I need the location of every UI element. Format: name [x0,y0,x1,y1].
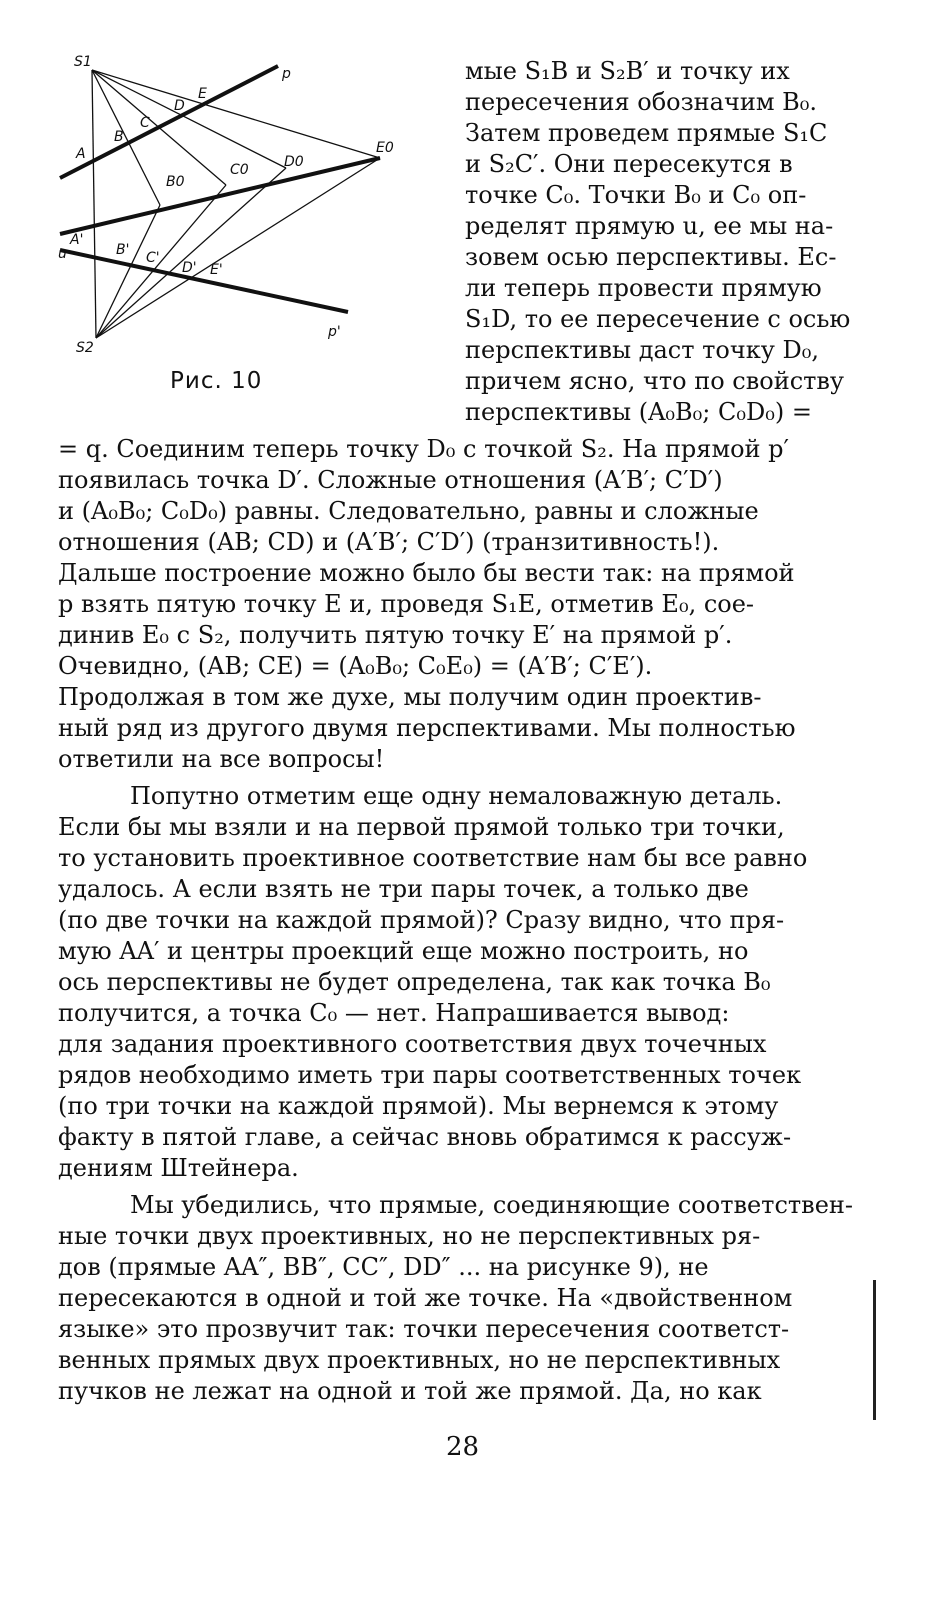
text-line: удалось. А если взять не три пары точек, а только две [58,875,749,903]
label-d0: D0 [284,154,304,170]
text-line: факту в пятой главе, а сейчас вновь обратимся к рассуж- [58,1123,792,1151]
main-text [58,434,876,1407]
label-p: p [282,66,291,82]
text-line: языке» это прозвучит так: точки пересечения соответст- [58,1315,790,1343]
text-line: перспективы даст точку D₀, [465,336,819,364]
perspective-diagram [40,40,420,370]
text-line: (по две точки на каждой прямой)? Сразу видно, что пря- [58,906,785,934]
text-line: отношения (AB; CD) и (A′B′; C′D′) (транзитивность!). [58,528,720,556]
label-s2: S2 [76,340,94,356]
text-line: мые S₁B и S₂B′ и точку их [465,57,790,85]
label-e-prime: E' [210,262,223,278]
label-s1: S1 [74,54,92,70]
text-line: Попутно отметим еще одну немаловажную деталь. [130,782,783,810]
text-line: дениям Штейнера. [58,1154,299,1182]
line-p-prime [60,250,348,312]
text-line: и (A₀B₀; C₀D₀) равны. Следовательно, равны и сложные [58,497,759,525]
text-line: перспективы (A₀B₀; C₀D₀) = [465,398,812,426]
text-line: Дальше построение можно было бы вести так: на прямой [58,559,795,587]
text-line: дов (прямые AA″, BB″, CC″, DD″ ... на рисунке 9), не [58,1253,709,1281]
label-b-prime: B' [116,242,130,258]
text-line: ределят прямую u, ее мы на- [465,212,834,240]
label-d-prime: D' [182,260,197,276]
text-line: S₁D, то ее пересечение с осью [465,305,851,333]
paragraph [58,781,876,1184]
text-line: пучков не лежат на одной и той же прямой. Да, но как [58,1377,762,1405]
label-b: B [114,129,124,145]
text-line: ный ряд из другого двумя перспективами. Мы полностью [58,714,796,742]
label-d: D [174,98,185,114]
text-line: зовем осью перспективы. Ес- [465,243,837,271]
text-line: = q. Соединим теперь точку D₀ с точкой S₂. На прямой p′ [58,435,789,463]
text-line: для задания проективного соответствия двух точечных [58,1030,767,1058]
side-text-column [465,56,875,428]
label-e: E [198,86,207,102]
label-a: A [76,146,86,162]
line-u [60,158,380,234]
text-line: рядов необходимо иметь три пары соответственных точек [58,1061,802,1089]
page-edge-mark [873,1280,876,1420]
text-line: динив E₀ с S₂, получить пятую точку E′ на прямой p′. [58,621,733,649]
text-line: венных прямых двух проективных, но не перспективных [58,1346,781,1374]
text-line: Продолжая в том же духе, мы получим один проектив- [58,683,762,711]
text-line: причем ясно, что по свойству [465,367,845,395]
text-line: ось перспективы не будет определена, так как точка B₀ [58,968,771,996]
page-number: 28 [446,1432,480,1462]
text-line: Затем проведем прямые S₁C [465,119,828,147]
text-line: Мы убедились, что прямые, соединяющие соответствен- [130,1191,853,1219]
figure-10 [40,40,420,370]
label-c: C [140,115,150,131]
label-p-prime: p' [328,324,341,340]
paragraph [58,1190,876,1407]
text-line: пересечения обозначим B₀. [465,88,818,116]
text-line: мую AA′ и центры проекций еще можно построить, но [58,937,749,965]
text-line: получится, а точка C₀ — нет. Напрашивается вывод: [58,999,730,1027]
label-b0: B0 [166,174,185,190]
label-e0: E0 [376,140,394,156]
text-line: Если бы мы взяли и на первой прямой только три точки, [58,813,785,841]
paragraph [58,434,876,775]
text-line: ли теперь провести прямую [465,274,822,302]
text-line: Очевидно, (AB; CE) = (A₀B₀; C₀E₀) = (A′B′; C′E′). [58,652,653,680]
text-line: p взять пятую точку E и, проведя S₁E, отметив E₀, сое- [58,590,755,618]
label-c-prime: C' [146,250,160,266]
label-a-prime: A' [70,232,84,248]
text-line: ные точки двух проективных, но не перспективных ря- [58,1222,761,1250]
text-line: (по три точки на каждой прямой). Мы вернемся к этому [58,1092,779,1120]
text-line: пересекаются в одной и той же точке. На «двойственном [58,1284,793,1312]
text-line: то установить проективное соответствие нам бы все равно [58,844,808,872]
figure-caption: Рис. 10 [170,368,263,394]
label-c0: C0 [230,162,249,178]
label-u: u [58,246,67,262]
rays-from-s1 [92,70,380,338]
text-line: точке C₀. Точки B₀ и C₀ оп- [465,181,807,209]
text-line: ответили на все вопросы! [58,745,385,773]
text-line: появилась точка D′. Сложные отношения (A′B′; C′D′) [58,466,723,494]
text-line: и S₂C′. Они пересекутся в [465,150,793,178]
